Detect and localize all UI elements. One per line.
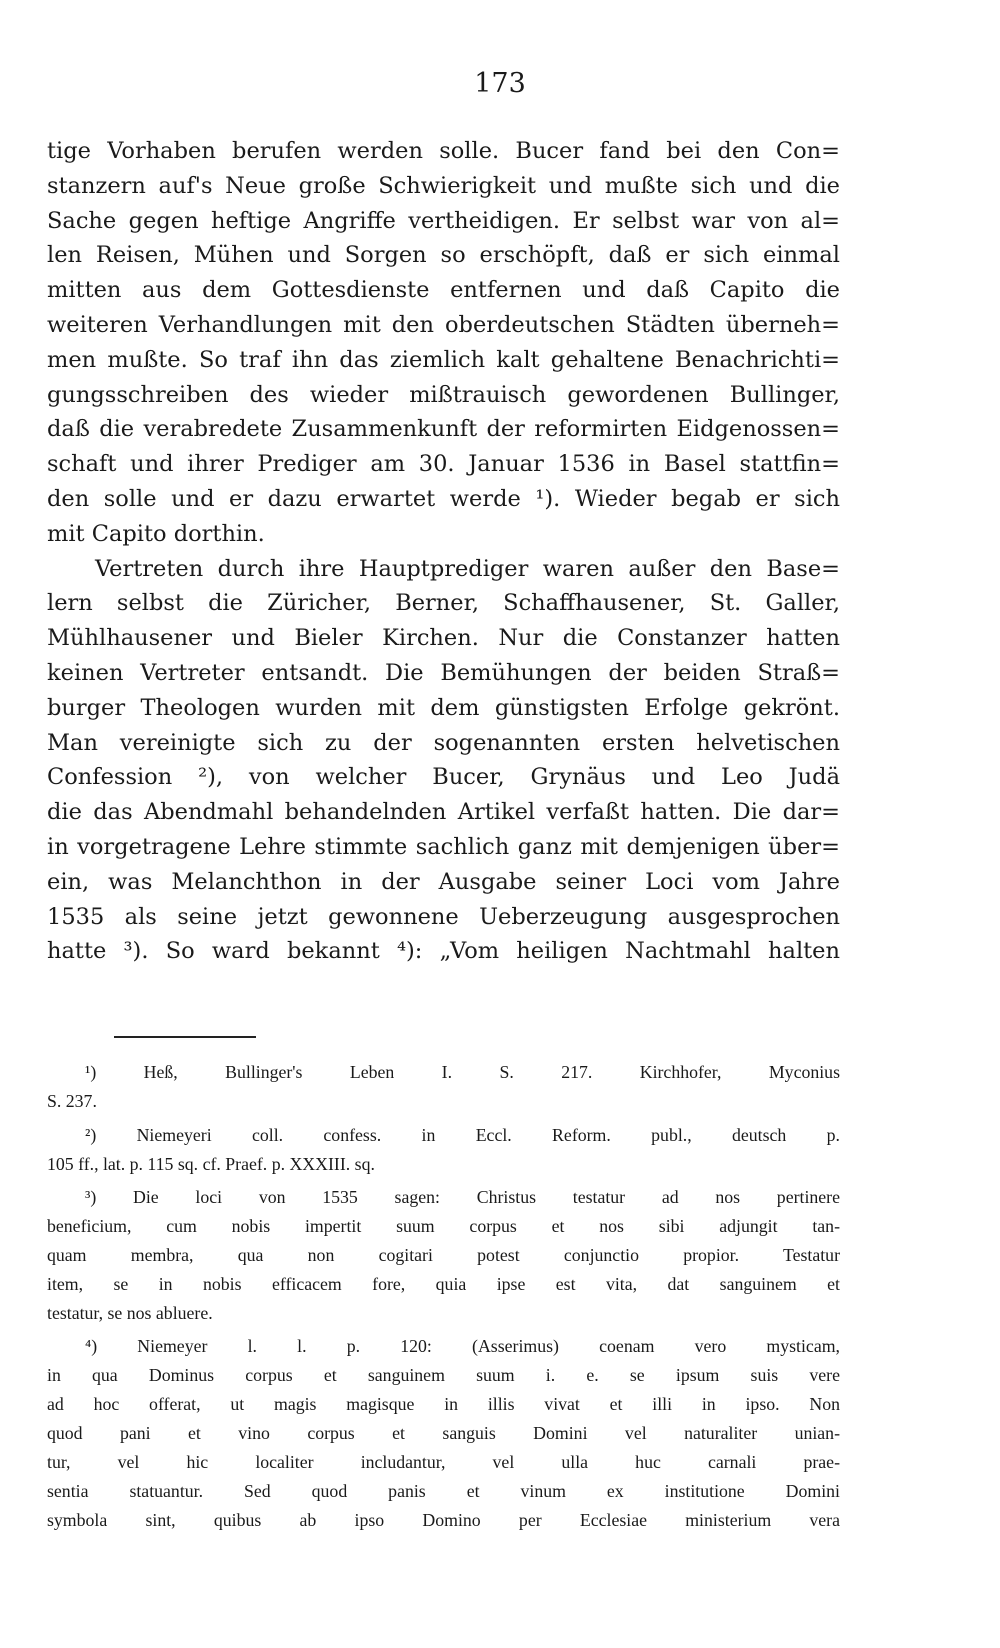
body-line: Mühlhausener und Bieler Kirchen. Nur die Constanzer hatten — [47, 625, 840, 652]
footnote-line: tur, vel hic localiter includantur, vel ulla huc carnali prae- — [47, 1452, 840, 1472]
body-line: weiteren Verhandlungen mit den oberdeutschen Städten überneh= — [47, 311, 840, 338]
footnote-line: ad hoc offerat, ut magis magisque in illis vivat et illi in ipso. Non — [47, 1394, 840, 1414]
footnote-1 — [47, 1058, 840, 1116]
body-line: 1535 als seine jetzt gewonnene Ueberzeugung ausgesprochen — [47, 903, 840, 930]
body-line: len Reisen, Mühen und Sorgen so erschöpft, daß er sich einmal — [47, 242, 840, 269]
footnote-line: sentia statuantur. Sed quod panis et vinum ex institutione Domini — [47, 1481, 840, 1501]
body-line: in vorgetragene Lehre stimmte sachlich ganz mit demjenigen über= — [47, 833, 840, 860]
body-line: mitten aus dem Gottesdienste entfernen und daß Capito die — [47, 277, 840, 304]
footnote-line: beneficium, cum nobis impertit suum corpus et nos sibi adjungit tan- — [47, 1216, 840, 1236]
footnote-line: in qua Dominus corpus et sanguinem suum i. e. se ipsum suis vere — [47, 1365, 840, 1385]
footnote-line: ⁴) Niemeyer l. l. p. 120: (Asserimus) coenam vero mysticam, — [85, 1336, 840, 1356]
body-line: schaft und ihrer Prediger am 30. Januar 1536 in Basel stattfin= — [47, 451, 840, 478]
body-line: ein, was Melanchthon in der Ausgabe seiner Loci vom Jahre — [47, 868, 840, 895]
footnote-4 — [47, 1332, 840, 1535]
footnote-line: S. 237. — [47, 1091, 97, 1111]
footnote-line: 105 ff., lat. p. 115 sq. cf. Praef. p. XXXIII. sq. — [47, 1154, 375, 1174]
footnote-line: quam membra, qua non cogitari potest conjunctio propior. Testatur — [47, 1245, 840, 1265]
footnote-line: quod pani et vino corpus et sanguis Domini vel naturaliter unian- — [47, 1423, 840, 1443]
body-text — [47, 134, 840, 969]
footnote-line: item, se in nobis efficacem fore, quia ipse est vita, dat sanguinem et — [47, 1274, 840, 1294]
body-line: lern selbst die Züricher, Berner, Schaffhausener, St. Galler, — [47, 590, 840, 617]
footnote-divider — [114, 1036, 256, 1038]
body-line: mit Capito dorthin. — [47, 520, 265, 547]
body-line: men mußte. So traf ihn das ziemlich kalt gehaltene Benachrichti= — [47, 346, 840, 373]
footnote-line: ³) Die loci von 1535 sagen: Christus testatur ad nos pertinere — [85, 1187, 840, 1207]
body-line: Sache gegen heftige Angriffe vertheidigen. Er selbst war von al= — [47, 207, 840, 234]
footnote-3 — [47, 1183, 840, 1328]
body-line: burger Theologen wurden mit dem günstigsten Erfolge gekrönt. — [47, 694, 840, 721]
page-number: 173 — [474, 68, 526, 99]
body-line: die das Abendmahl behandelnden Artikel verfaßt hatten. Die dar= — [47, 799, 840, 826]
body-line: Confession ²), von welcher Bucer, Grynäus und Leo Judä — [47, 764, 840, 791]
body-line: Man vereinigte sich zu der sogenannten ersten helvetischen — [47, 729, 840, 756]
body-line: daß die verabredete Zusammenkunft der reformirten Eidgenossen= — [47, 416, 840, 443]
body-line: stanzern auf's Neue große Schwierigkeit und mußte sich und die — [47, 172, 840, 199]
body-line: keinen Vertreter entsandt. Die Bemühungen der beiden Straß= — [47, 659, 840, 686]
body-line: hatte ³). So ward bekannt ⁴): „Vom heiligen Nachtmahl halten — [47, 938, 840, 965]
body-line: Vertreten durch ihre Hauptprediger waren außer den Base= — [95, 555, 840, 582]
body-line: gungsschreiben des wieder mißtrauisch gewordenen Bullinger, — [47, 381, 840, 408]
footnote-line: ²) Niemeyeri coll. confess. in Eccl. Reform. publ., deutsch p. — [85, 1125, 840, 1145]
body-line: den solle und er dazu erwartet werde ¹). Wieder begab er sich — [47, 485, 840, 512]
footnote-line: testatur, se nos abluere. — [47, 1303, 213, 1323]
footnotes — [47, 1058, 840, 1539]
body-line: tige Vorhaben berufen werden solle. Bucer fand bei den Con= — [47, 138, 840, 164]
footnote-line: symbola sint, quibus ab ipso Domino per Ecclesiae ministerium vera — [47, 1510, 840, 1530]
footnote-line: ¹) Heß, Bullinger's Leben I. S. 217. Kirchhofer, Myconius — [85, 1062, 840, 1082]
footnote-2 — [47, 1121, 840, 1179]
